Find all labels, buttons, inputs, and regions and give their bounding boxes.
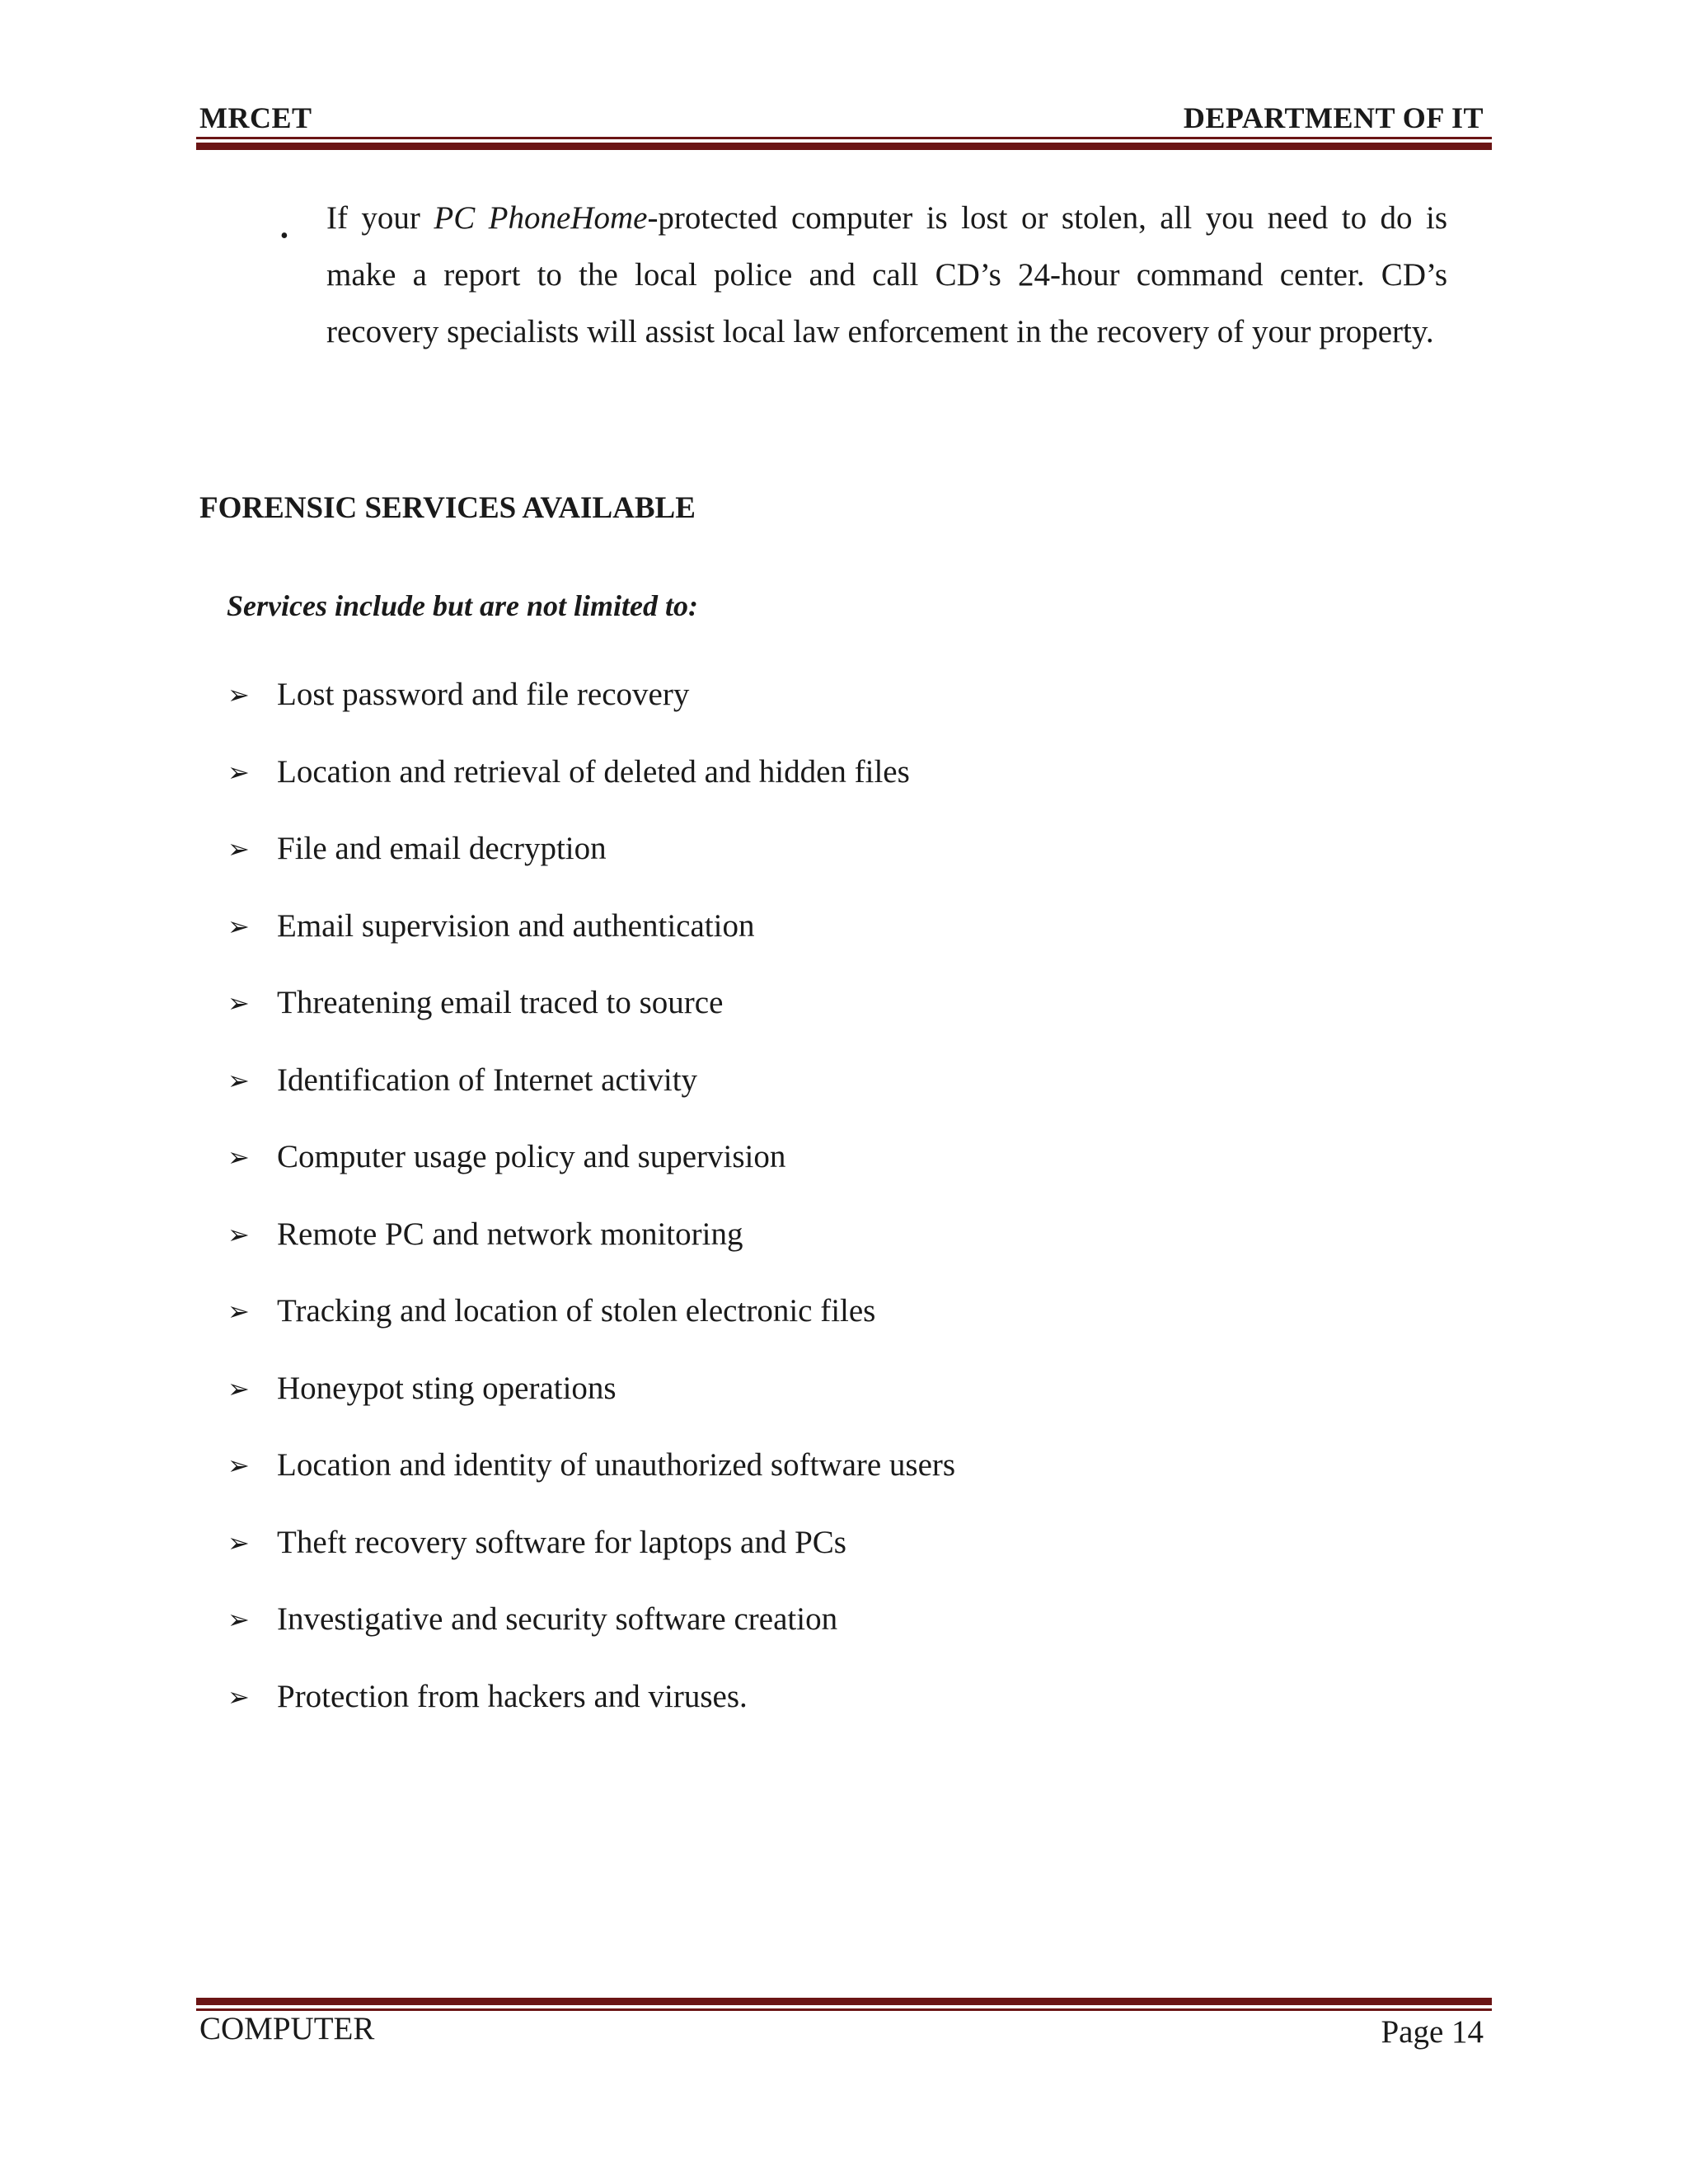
list-item-text: Threatening email traced to source [277, 985, 724, 1020]
list-item [227, 1212, 955, 1290]
list-item-text: Honeypot sting operations [277, 1370, 617, 1406]
list-item [227, 1597, 955, 1675]
arrow-bullet-icon: ➢ [227, 1605, 250, 1634]
footer-subject: COMPUTER [199, 2011, 375, 2046]
list-item-text: Computer usage policy and supervision [277, 1139, 786, 1174]
arrow-bullet-icon: ➢ [227, 1527, 250, 1558]
arrow-bullet-icon: ➢ [227, 834, 250, 864]
list-item [227, 1443, 955, 1521]
list-item-text: Location and identity of unauthorized software users [277, 1447, 956, 1483]
arrow-bullet-icon: ➢ [227, 988, 250, 1018]
arrow-bullet-icon: ➢ [227, 1681, 250, 1712]
list-item [227, 981, 955, 1058]
section-subheading: Services include but are not limited to: [227, 589, 698, 622]
services-list [227, 673, 955, 1751]
list-item-text: Identification of Internet activity [277, 1062, 698, 1098]
intro-paragraph [326, 190, 1447, 360]
arrow-bullet-icon: ➢ [227, 1451, 250, 1480]
list-item [227, 673, 955, 750]
list-item [227, 904, 955, 982]
list-item [227, 1289, 955, 1366]
footer-rule [196, 1998, 1492, 2011]
list-item-text: Tracking and location of stolen electronic files [277, 1293, 876, 1329]
list-item-text: File and email decryption [277, 831, 607, 866]
list-item-text: Remote PC and network monitoring [277, 1216, 743, 1252]
arrow-bullet-icon: ➢ [227, 1373, 250, 1404]
intro-text-after: -protected computer is lost or stolen, all you need to do is make a report to the local police and call CD’s 24-hour command center. CD’s recovery specialists will assist local law enforcement in the recovery of your property. [326, 200, 1447, 349]
list-item [227, 827, 955, 904]
section-heading: FORENSIC SERVICES AVAILABLE [199, 491, 696, 525]
arrow-bullet-icon: ➢ [227, 911, 250, 941]
product-name: PC PhoneHome [434, 200, 648, 236]
arrow-bullet-icon: ➢ [227, 1296, 250, 1326]
header-department: DEPARTMENT OF IT [1183, 101, 1484, 134]
list-item [227, 1058, 955, 1136]
list-item-text: Email supervision and authentication [277, 907, 755, 944]
arrow-bullet-icon: ➢ [227, 1065, 250, 1095]
header-rule [196, 137, 1492, 150]
arrow-bullet-icon: ➢ [227, 680, 250, 710]
list-item-text: Location and retrieval of deleted and hidden files [277, 753, 910, 790]
intro-text-before: If your [326, 200, 434, 236]
arrow-bullet-icon: ➢ [227, 1219, 250, 1249]
list-item-text: Lost password and file recovery [277, 677, 690, 712]
list-item-text: Investigative and security software creation [277, 1601, 838, 1637]
header-institution: MRCET [199, 101, 312, 134]
arrow-bullet-icon: ➢ [227, 757, 250, 787]
page-number: Page 14 [1381, 2014, 1484, 2050]
arrow-bullet-icon: ➢ [227, 1142, 250, 1172]
list-item-text: Protection from hackers and viruses. [277, 1678, 748, 1714]
list-item [227, 1135, 955, 1212]
list-item-text: Theft recovery software for laptops and PCs [277, 1524, 846, 1560]
list-item [227, 1521, 955, 1598]
list-item [227, 750, 955, 827]
list-item [227, 1675, 955, 1752]
bullet-icon: • [280, 223, 288, 249]
list-item [227, 1366, 955, 1444]
